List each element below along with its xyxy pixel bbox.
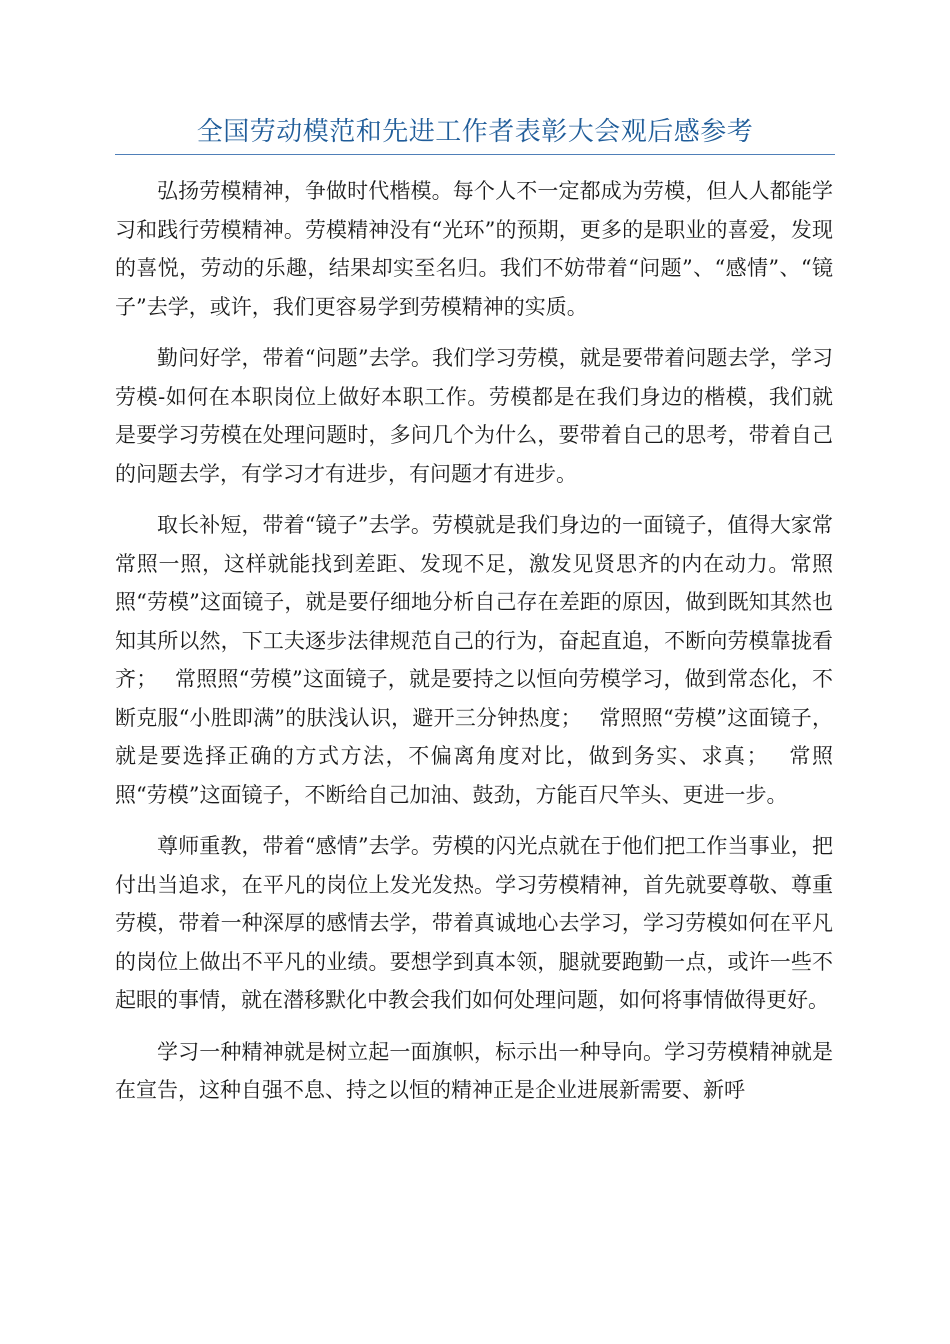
paragraph-4: 尊师重教，带着“感情”去学。劳模的闪光点就在于他们把工作当事业，把付出当追求，在平凡的岗位上发光发热。学习劳模精神，首先就要尊敬、尊重劳模，带着一种深厚的感情去学，带着真诚地心去学习，学习劳模如何在平凡的岗位上做出不平凡的业绩。要想学到真本领，腿就要跑勤一点，或许一些不起眼的事情，就在潜移默化中教会我们如何处理问题，如何将事情做得更好。: [115, 834, 833, 1012]
document-title: 全国劳动模范和先进工作者表彰大会观后感参考: [196, 117, 754, 147]
paragraph-2: 勤问好学，带着“问题”去学。我们学习劳模，就是要带着问题去学，学习劳模-如何在本职岗位上做好本职工作。劳模都是在我们身边的楷模，我们就是要学习劳模在处理问题时，多问几个为什么，要带着自己的思考，带着自己的问题去学，有学习才有进步，有问题才有进步。: [115, 346, 833, 486]
paragraph-3: 取长补短，带着“镜子”去学。劳模就是我们身边的一面镜子，值得大家常常照一照，这样就能找到差距、发现不足，激发见贤思齐的内在动力。常照照“劳模”这面镜子，就是要仔细地分析自己存在差距的原因，做到既知其然也知其所以然，下工夫逐步法律规范自己的行为，奋起直追，不断向劳模靠拢看齐； 常照照“劳模”这面镜子，就是要持之以恒向劳模学习，做到常态化，不断克服“小胜即满”的肤浅认识，避开三分钟热度； 常照照“劳模”这面镜子，就是要选择正确的方式方法，不偏离角度对比，做到务实、求真； 常照照“劳模”这面镜子，不断给自己加油、鼓劲，方能百尺竿头、更进一步。: [115, 513, 833, 807]
document-body: [115, 172, 833, 1123]
title-underline: [115, 154, 835, 155]
paragraph-5: 学习一种精神就是树立起一面旗帜，标示出一种导向。学习劳模精神就是在宣告，这种自强不息、持之以恒的精神正是企业进展新需要、新呼: [115, 1039, 833, 1102]
paragraph-1: 弘扬劳模精神，争做时代楷模。每个人不一定都成为劳模，但人人都能学习和践行劳模精神。劳模精神没有“光环”的预期，更多的是职业的喜爱，发现的喜悦，劳动的乐趣，结果却实至名归。我们不妨带着“问题”、“感情”、“镜子”去学，或许，我们更容易学到劳模精神的实质。: [115, 179, 833, 319]
